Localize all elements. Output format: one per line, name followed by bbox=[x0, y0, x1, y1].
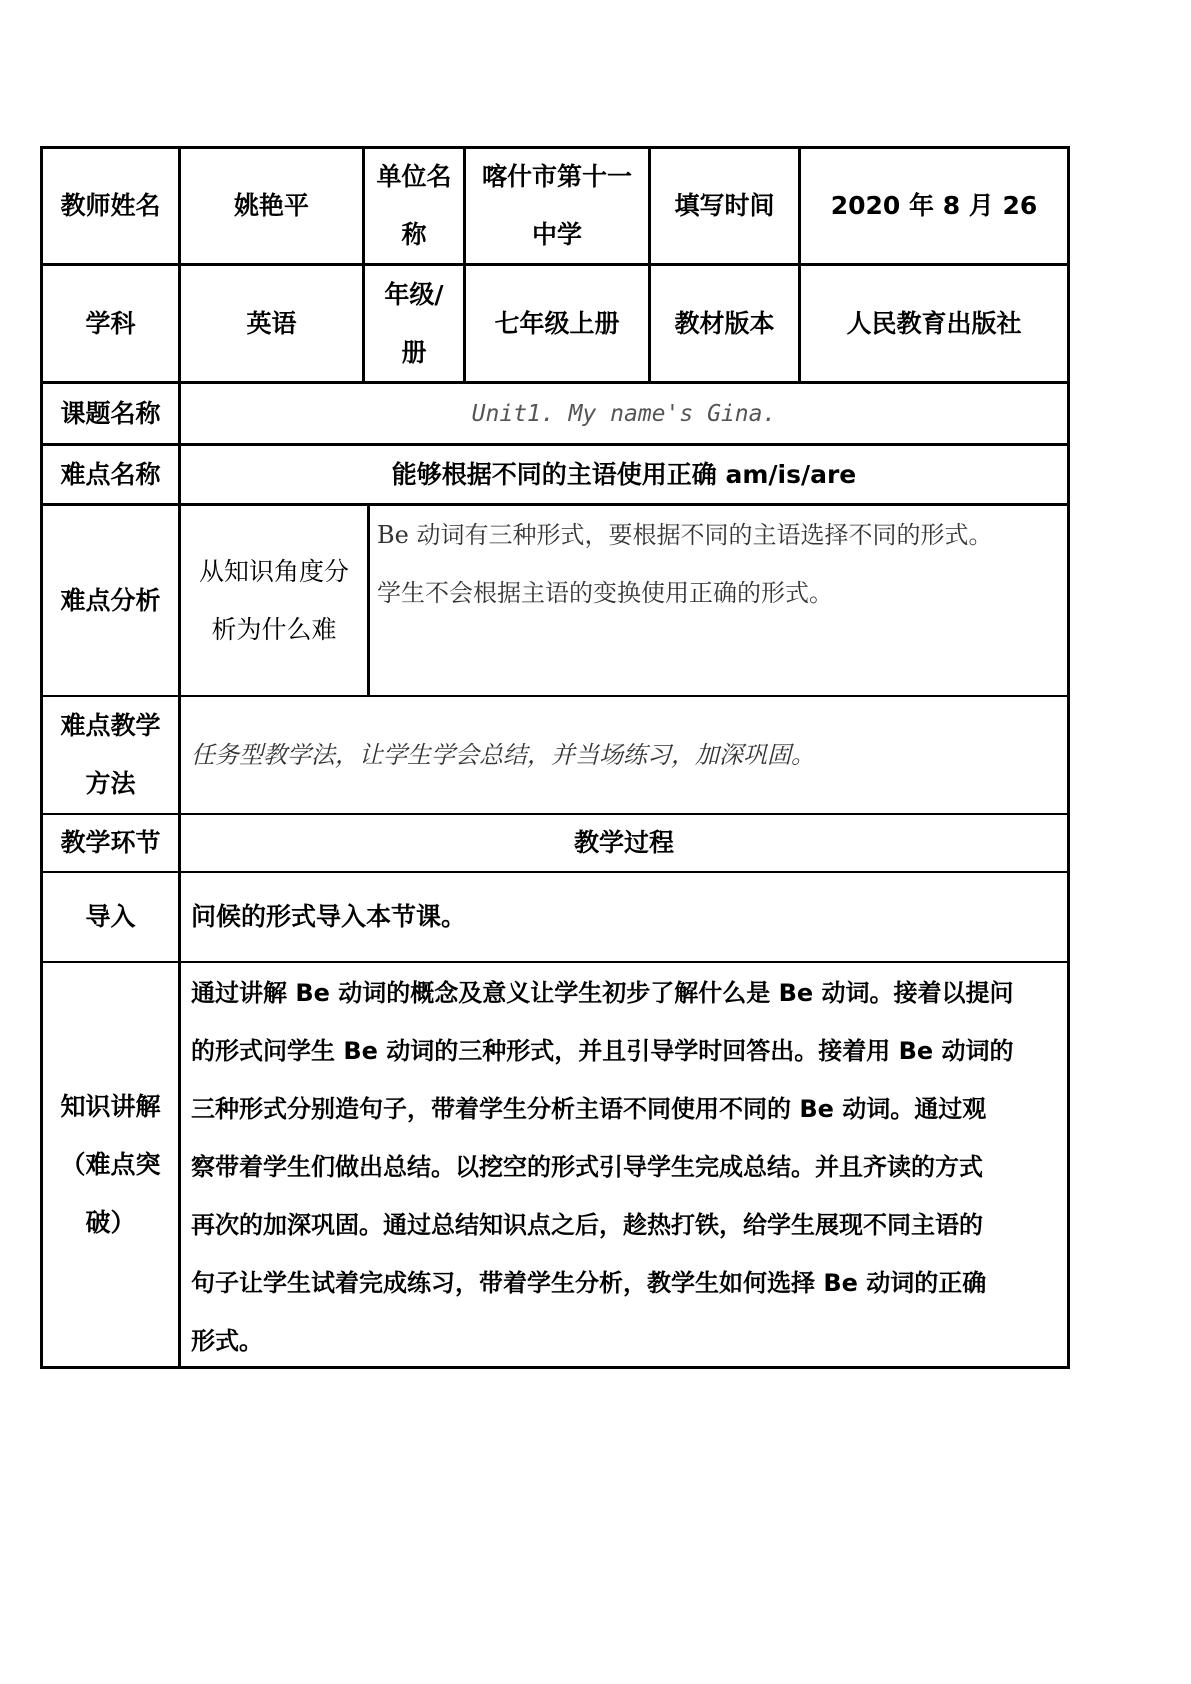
topic-label: 课题名称 bbox=[60, 398, 161, 428]
process-stage-header: 教学环节 bbox=[60, 828, 161, 857]
fill-date-value: 2020 年 8 月 26 bbox=[830, 191, 1038, 220]
explanation-line: 形式。 bbox=[191, 1327, 263, 1355]
analysis-sub-label-line2: 析为什么难 bbox=[211, 614, 337, 644]
intro-label: 导入 bbox=[85, 902, 136, 931]
teacher-name-label: 教师姓名 bbox=[60, 191, 161, 220]
unit-name-value-line2: 中学 bbox=[531, 220, 582, 249]
grade-label-line2: 册 bbox=[401, 337, 427, 367]
explanation-line: 通过讲解 Be 动词的概念及意义让学生初步了解什么是 Be 动词。接着以提问 bbox=[191, 979, 1014, 1007]
explanation-line: 察带着学生们做出总结。以挖空的形式引导学生完成总结。并且齐读的方式 bbox=[191, 1153, 983, 1181]
grade-label-line1: 年级/ bbox=[384, 279, 444, 309]
subject-value: 英语 bbox=[246, 308, 297, 338]
analysis-sub-label bbox=[181, 506, 367, 695]
analysis-sub-label-line1: 从知识角度分 bbox=[198, 556, 349, 586]
intro-value: 问候的形式导入本节课。 bbox=[191, 902, 467, 931]
grade-value: 七年级上册 bbox=[494, 308, 620, 338]
unit-name-value-line1: 喀什市第十一 bbox=[481, 162, 632, 191]
table-border-row8 bbox=[40, 961, 1070, 963]
explanation-label bbox=[43, 963, 178, 1366]
subject-label: 学科 bbox=[85, 308, 136, 338]
explanation-text bbox=[191, 964, 1061, 1370]
process-header: 教学过程 bbox=[573, 828, 674, 857]
teacher-name-value: 姚艳平 bbox=[233, 191, 309, 220]
textbook-edition-label: 教材版本 bbox=[674, 308, 775, 338]
analysis-label: 难点分析 bbox=[60, 585, 161, 615]
explanation-label-line1: 知识讲解 bbox=[60, 1091, 161, 1121]
explanation-label-line2: （难点突 bbox=[60, 1149, 161, 1179]
grade-label bbox=[365, 266, 463, 381]
explanation-line: 的形式问学生 Be 动词的三种形式，并且引导学时回答出。接着用 Be 动词的 bbox=[191, 1037, 1014, 1065]
table-border-right bbox=[1067, 146, 1070, 1369]
method-label bbox=[43, 697, 178, 813]
unit-name-value bbox=[466, 149, 648, 263]
method-label-line1: 难点教学 bbox=[60, 711, 161, 740]
method-label-line2: 方法 bbox=[85, 769, 136, 798]
unit-name-label-line1: 单位名 bbox=[376, 162, 452, 191]
topic-value: Unit1. My name's Gina. bbox=[471, 400, 777, 427]
explanation-label-line3: 破） bbox=[85, 1207, 136, 1237]
unit-name-label bbox=[365, 149, 463, 263]
table-border-analysis-split bbox=[367, 505, 370, 696]
textbook-edition-value: 人民教育出版社 bbox=[846, 308, 1022, 338]
explanation-line: 句子让学生试着完成练习，带着学生分析，教学生如何选择 Be 动词的正确 bbox=[191, 1269, 987, 1297]
fill-date-label: 填写时间 bbox=[674, 191, 775, 220]
difficulty-value: 能够根据不同的主语使用正确 am/is/are bbox=[391, 459, 857, 489]
method-value: 任务型教学法，让学生学会总结，并当场练习，加深巩固。 bbox=[191, 741, 815, 769]
unit-name-label-line2: 称 bbox=[401, 220, 427, 249]
explanation-line: 再次的加深巩固。通过总结知识点之后，趁热打铁，给学生展现不同主语的 bbox=[191, 1211, 983, 1239]
analysis-text-line1: Be 动词有三种形式，要根据不同的主语选择不同的形式。 bbox=[377, 521, 993, 549]
analysis-text-line2: 学生不会根据主语的变换使用正确的形式。 bbox=[377, 579, 833, 607]
explanation-line: 三种形式分别造句子，带着学生分析主语不同使用不同的 Be 动词。通过观 bbox=[191, 1095, 987, 1123]
analysis-text bbox=[377, 506, 1065, 695]
difficulty-label: 难点名称 bbox=[60, 459, 161, 489]
